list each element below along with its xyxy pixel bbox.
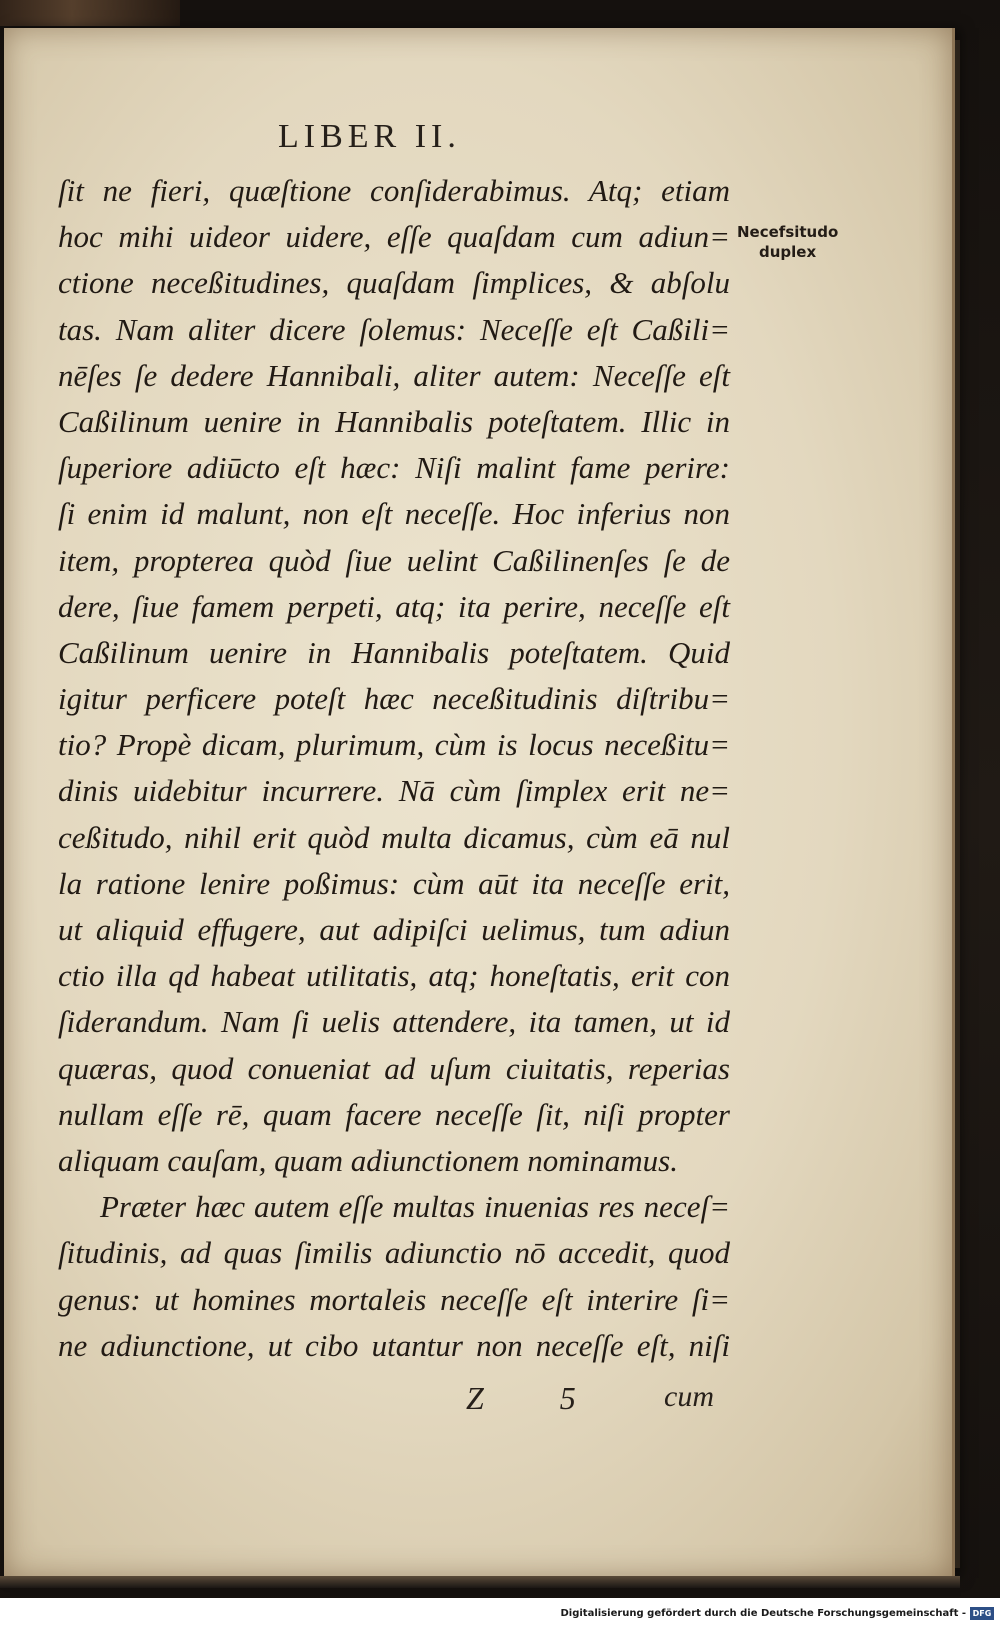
text-line: nullam eſſe rē, quam facere neceſſe ſit, niſi propter [58,1096,730,1132]
funding-credit: Digitalisierung gefördert durch die Deutsche Forschungsgemeinschaft - [560,1608,966,1619]
text-line: tio? Propè dicam, plurimum, cùm is locus neceßitu= [58,727,730,763]
text-line: ctione neceßitudines, quaſdam ſimplices, & abſolu [58,265,730,301]
text-line: ſiderandum. Nam ſi uelis attendere, ita tamen, ut id [58,1004,730,1040]
text-line: Caßilinum uenire in Hannibalis poteſtatem. Quid [58,634,730,670]
text-line: ut aliquid effugere, aut adipiſci uelimus, tum adiun [58,912,730,947]
catchword: cum [664,1380,714,1413]
signature-mark: Z 5 [466,1380,610,1416]
dfg-logo: DFG [970,1607,994,1620]
text-line-paragraph-end: aliquam cauſam, quam adiunctionem nominamus. [58,1142,678,1178]
text-line-paragraph-start: Præter hæc autem eſſe multas inuenias res neceſ= [100,1189,730,1225]
text-line: genus: ut homines mortaleis neceſſe eſt interire ſi= [58,1281,730,1317]
marginal-note-line: Necefsitudo [737,223,839,241]
text-line: dinis uidebitur incurrere. Nā cùm ſimplex erit ne= [58,773,730,809]
text-line: ſitudinis, ad quas ſimilis adiunctio nō accedit, quod [58,1235,730,1271]
text-line: nēſes ſe dedere Hannibali, aliter autem: Neceſſe eſt [58,357,730,393]
text-line: quæras, quod conueniat ad uſum ciuitatis, reperias [58,1050,730,1086]
previous-leaf-edge [0,0,180,26]
text-line: ſi enim id malunt, non eſt neceſſe. Hoc inferius non [58,496,730,532]
body-text [58,168,730,1369]
text-line: ctio illa qd habeat utilitatis, atq; honeſtatis, erit con [58,958,730,994]
marginal-note [737,222,838,262]
text-line: ceßitudo, nihil erit quòd multa dicamus, cùm eā nul [58,819,730,855]
page-bottom-shadow [0,1576,960,1588]
text-line: tas. Nam aliter dicere ſolemus: Neceſſe eſt Caßili= [58,311,730,347]
text-line: Caßilinum uenire in Hannibalis poteſtatem. Illic in [58,403,730,439]
text-line: dere, ſiue famem perpeti, atq; ita perire, neceſſe eſt [58,588,730,624]
text-line: hoc mihi uideor uidere, eſſe quaſdam cum adiun= [58,219,730,255]
marginal-note-line: duplex [759,243,817,261]
text-line: ſuperiore adiūcto eſt hæc: Niſi malint fame perire: [58,450,730,486]
text-line: la ratione lenire poßimus: cùm aūt ita neceſſe erit, [58,865,730,901]
text-line: item, propterea quòd ſiue uelint Caßilinenſes ſe de [58,542,730,578]
text-line: igitur perficere poteſt hæc neceßitudinis diſtribu= [58,681,730,717]
text-line: ne adiunctione, ut cibo utantur non neceſſe eſt, niſi [58,1327,730,1363]
text-line: ſit ne fieri, quæſtione conſiderabimus. Atq; etiam [58,173,730,208]
running-head: LIBER II. [278,118,461,155]
